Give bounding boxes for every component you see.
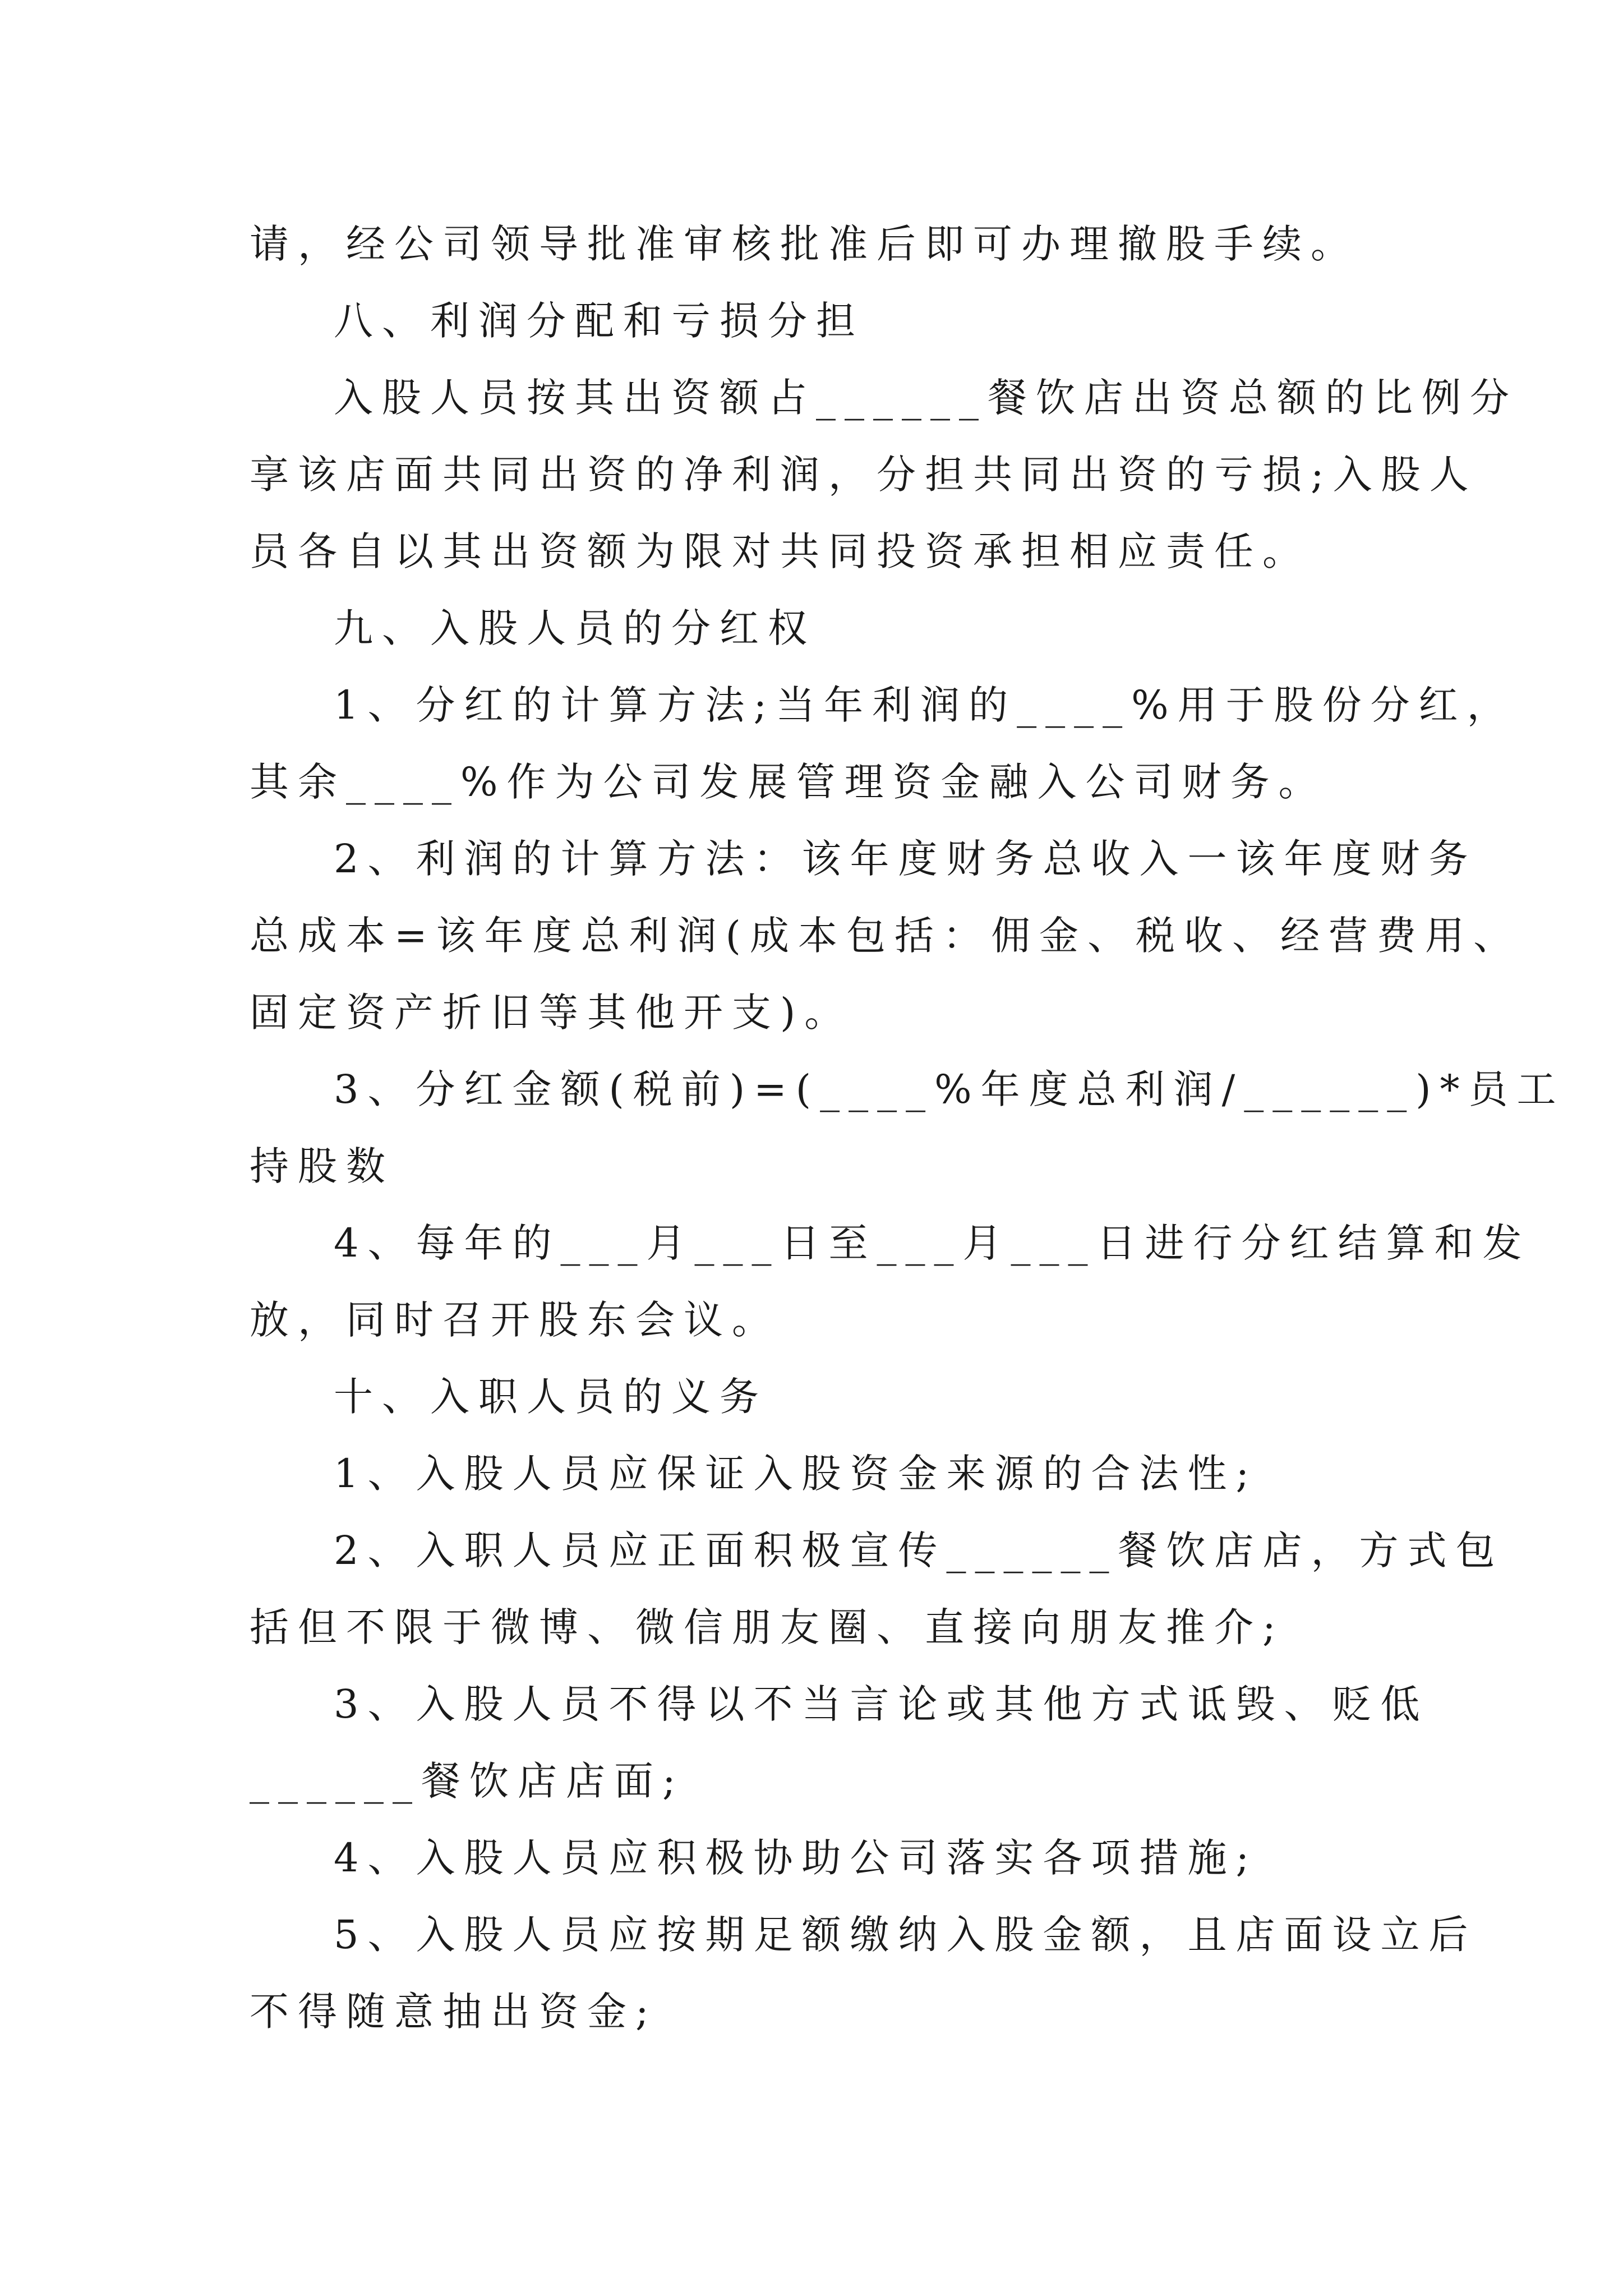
text-line: 1、入股人员应保证入股资金来源的合法性; [334,1451,1258,1497]
text-line: 3、分红金额(税前)=(____%年度总利润/______)*员工 [334,1066,1565,1112]
text-line: 其余____%作为公司发展管理资金融入公司财务。 [250,759,1327,805]
text-line: 入股人员按其出资额占______餐饮店出资总额的比例分 [334,375,1518,421]
section-heading: 十、入职人员的义务 [334,1374,768,1420]
text-line: 括但不限于微博、微信朋友圈、直接向朋友推介; [250,1604,1285,1650]
text-line: 放，同时召开股东会议。 [250,1297,780,1343]
text-line: 2、利润的计算方法：该年度财务总收入一该年度财务 [334,836,1477,882]
text-line: 1、分红的计算方法;当年利润的____%用于股份分红， [334,682,1515,728]
text-line: 5、入股人员应按期足额缴纳入股金额，且店面设立后 [334,1912,1477,1958]
text-line: 不得随意抽出资金; [250,1989,658,2035]
text-line: 持股数 [250,1143,394,1189]
text-line: 固定资产折旧等其他开支)。 [250,990,853,1036]
section-heading: 九、入股人员的分红权 [334,605,816,651]
text-line: 2、入职人员应正面积极宣传______餐饮店店，方式包 [334,1527,1504,1573]
text-line: 4、入股人员应积极协助公司落实各项措施; [334,1835,1258,1881]
text-line: 3、入股人员不得以不当言论或其他方式诋毁、贬低 [334,1681,1429,1727]
text-line: 4、每年的___月___日至___月___日进行分红结算和发 [334,1220,1531,1266]
text-line: 请，经公司领导批准审核批准后即可办理撤股手续。 [250,221,1359,267]
text-line: ______餐饮店店面; [250,1758,685,1804]
text-line: 员各自以其出资额为限对共同投资承担相应责任。 [250,528,1311,574]
text-line: 享该店面共同出资的净利润，分担共同出资的亏损;入股人 [250,452,1478,498]
text-line: 总成本=该年度总利润(成本包括：佣金、税收、经营费用、 [250,913,1521,959]
section-heading: 八、利润分配和亏损分担 [334,298,864,344]
